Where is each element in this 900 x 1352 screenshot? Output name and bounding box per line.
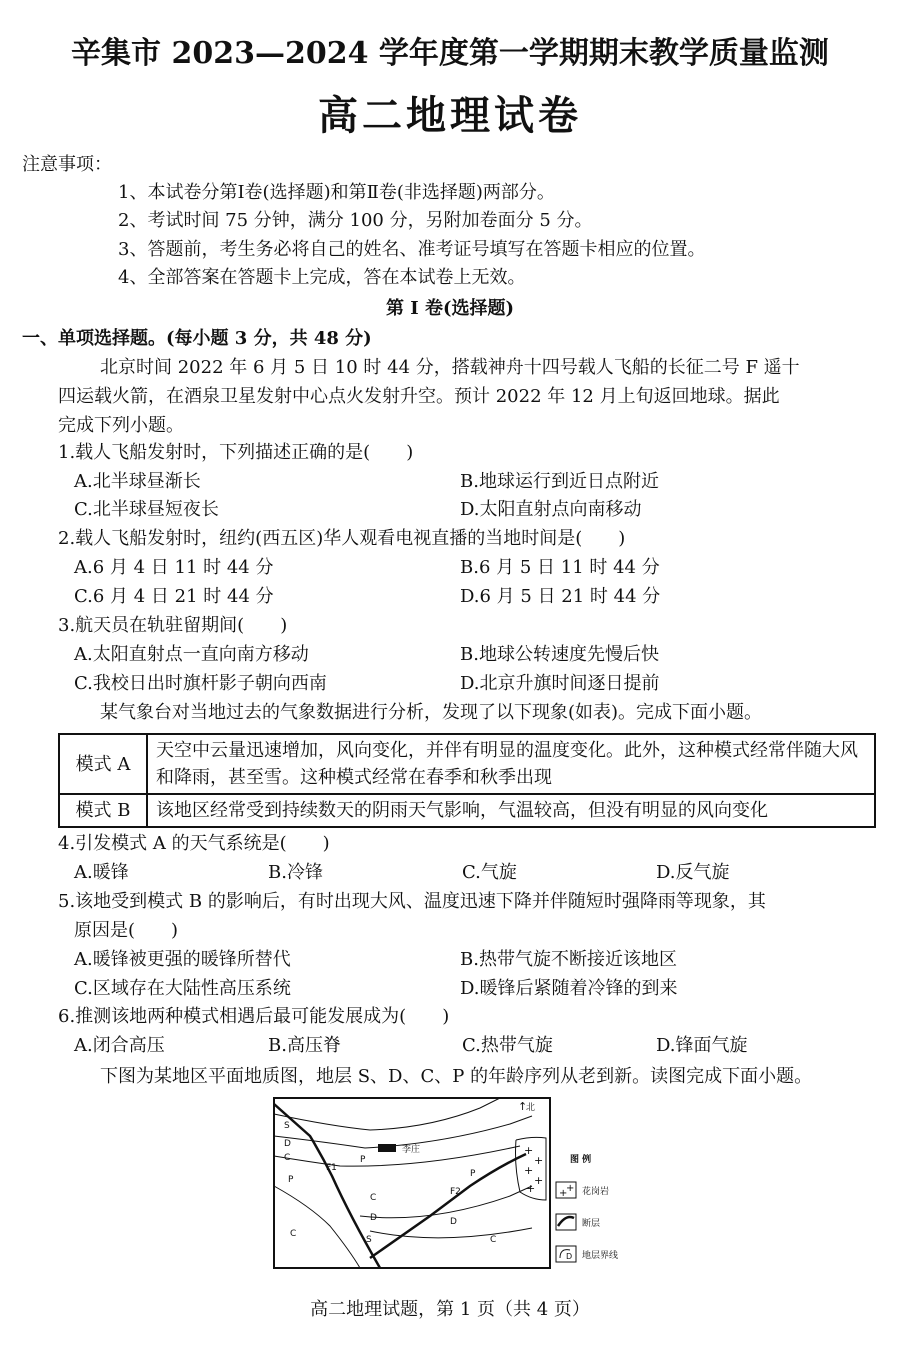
legend-boundary-label: 地层界线 [582,1251,619,1261]
stratum-label: P [360,1155,366,1165]
q6-option-a: A.闭合高压 [74,1035,165,1056]
q2-option-a: A.6 月 4 日 11 时 44 分 [74,557,274,578]
q1-option-a: A.北半球昼渐长 [74,471,201,492]
q1-option-d: D.太阳直射点向南移动 [460,499,642,520]
svg-text:D: D [566,1252,573,1261]
svg-text:+: + [559,1188,568,1199]
table-row [59,734,875,794]
map-frame [274,1098,550,1268]
q6-option-d: D.锋面气旋 [656,1035,748,1056]
fault-f1 [274,1104,380,1268]
q6-option-b: B.高压脊 [268,1035,341,1056]
notice-item: 4、全部答案在答题卡上完成，答在本试卷上无效。 [118,267,526,288]
stratum-label: C [370,1193,377,1203]
q3-option-d: D.北京升旗时间逐日提前 [460,673,660,694]
svg-text:+: + [524,1164,534,1177]
passage-line: 北京时间 2022 年 6 月 5 日 10 时 44 分，搭载神舟十四号载人飞船的长征二号 F 遥十 [100,357,800,378]
q4-option-c: C.气旋 [462,862,517,883]
notice-label: 注意事项： [22,154,112,175]
fault-label-f2: F2 [450,1187,461,1197]
q3-option-a: A.太阳直射点一直向南方移动 [74,644,309,665]
q5-option-c: C.区域存在大陆性高压系统 [74,978,291,999]
stratum-label: D [450,1217,457,1227]
question-5-stem-cont: 原因是( ) [74,920,179,941]
fault-f2 [370,1154,526,1258]
svg-text:+: + [526,1182,536,1195]
question-2-stem: 2.载人飞船发射时，纽约(西五区)华人观看电视直播的当地时间是( ) [58,528,626,549]
question-1-stem: 1.载人飞船发射时，下列描述正确的是( ) [58,442,414,463]
pattern-b-description: 该地区经常受到持续数天的阴雨天气影响，气温较高，但没有明显的风向变化 [147,794,875,827]
pattern-b-label: 模式 B [59,794,147,827]
stratum-label: S [284,1121,290,1131]
exam-subject-title: 高二地理试卷 [318,92,582,139]
granite-symbols [524,1144,543,1195]
notice-item: 3、答题前，考生务必将自己的姓名、准考证号填写在答题卡相应的位置。 [118,239,706,260]
stratum-label: P [470,1169,476,1179]
q2-option-d: D.6 月 5 日 21 时 44 分 [460,586,661,607]
svg-text:+: + [534,1154,544,1167]
legend-fault-label: 断层 [582,1219,601,1229]
stratum-label: C [490,1235,497,1245]
weather-pattern-table [58,733,876,828]
question-3-stem: 3.航天员在轨驻留期间( ) [58,615,288,636]
village-label: 李庄 [402,1145,421,1155]
passage-line: 完成下列小题。 [58,415,184,436]
passage-line: 四运载火箭，在酒泉卫星发射中心点火发射升空。预计 2022 年 12 月上旬返回地球。据此 [58,386,780,407]
north-arrow-icon: ↑ [518,1100,528,1113]
table-row [59,794,875,827]
passage-line: 下图为某地区平面地质图，地层 S、D、C、P 的年龄序列从老到新。读图完成下面小题。 [100,1066,813,1087]
stratum-label: D [370,1213,377,1223]
section-heading: 一、单项选择题。(每小题 3 分，共 48 分) [22,328,372,349]
pattern-a-label: 模式 A [59,734,147,794]
q4-option-b: B.冷锋 [268,862,323,883]
q4-option-a: A.暖锋 [74,862,129,883]
q5-option-a: A.暖锋被更强的暖锋所替代 [74,949,291,970]
question-4-stem: 4.引发模式 A 的天气系统是( ) [58,833,330,854]
legend-fault-icon [558,1217,574,1226]
stratum-label: C [290,1229,297,1239]
stratum-label: D [284,1139,291,1149]
q1-option-b: B.地球运行到近日点附近 [460,471,659,492]
question-6-stem: 6.推测该地两种模式相遇后最可能发展成为( ) [58,1006,450,1027]
pattern-a-description: 天空中云量迅速增加，风向变化，并伴有明显的温度变化。此外，这种模式经常伴随大风和降雨，甚至雪。这种模式经常在春季和秋季出现 [147,734,875,794]
page-footer: 高二地理试题，第 1 页（共 4 页） [310,1299,590,1320]
part-title: 第 I 卷(选择题) [386,298,514,319]
q2-option-c: C.6 月 4 日 21 时 44 分 [74,586,274,607]
stratum-label: C [284,1153,291,1163]
q3-option-c: C.我校日出时旗杆影子朝向西南 [74,673,327,694]
legend-title: 图 例 [570,1155,592,1165]
svg-text:+: + [566,1183,575,1194]
q6-option-c: C.热带气旋 [462,1035,553,1056]
passage-line: 某气象台对当地过去的气象数据进行分析，发现了以下现象(如表)。完成下面小题。 [100,702,763,723]
notice-item: 2、考试时间 75 分钟，满分 100 分，另附加卷面分 5 分。 [118,210,593,231]
question-5-stem: 5.该地受到模式 B 的影响后，有时出现大风、温度迅速下降并伴随短时强降雨等现象，其 [58,891,766,912]
q5-option-d: D.暖锋后紧随着冷锋的到来 [460,978,678,999]
fault-label-f1: F1 [326,1163,337,1173]
village-icon [378,1144,396,1152]
notice-item: 1、本试卷分第Ⅰ卷(选择题)和第Ⅱ卷(非选择题)两部分。 [118,182,555,203]
exam-header-title: 辛集市 2023—2024 学年度第一学期期末教学质量监测 [71,36,829,71]
q3-option-b: B.地球公转速度先慢后快 [460,644,659,665]
svg-text:+: + [534,1174,544,1187]
q4-option-d: D.反气旋 [656,862,730,883]
stratum-label: S [366,1235,372,1245]
north-label: 北 [526,1103,536,1113]
stratum-label: P [288,1175,294,1185]
q2-option-b: B.6 月 5 日 11 时 44 分 [460,557,660,578]
legend-granite-label: 花岗岩 [582,1187,610,1197]
geologic-map [270,1096,650,1274]
svg-text:+: + [524,1144,534,1157]
q5-option-b: B.热带气旋不断接近该地区 [460,949,677,970]
q1-option-c: C.北半球昼短夜长 [74,499,219,520]
